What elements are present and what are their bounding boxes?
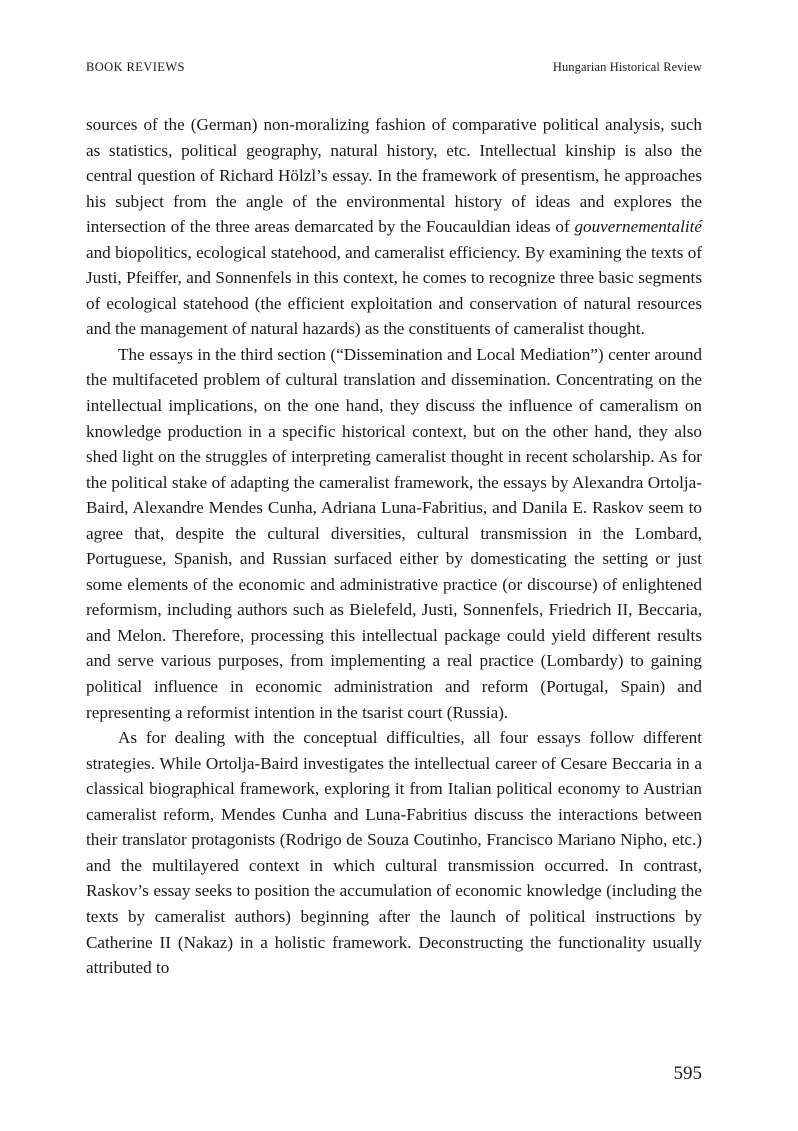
article-body [86, 112, 702, 981]
paragraph-1-text-before: sources of the (German) non-moralizing fashion of comparative political analysis, such as statistics, political geography, natural history, etc. Intellectual kinship is also the central question of Richard Hölzl’s essay. In the framework of presentism, he approaches his subject from the angle of the environmental history of ideas and explores the intersection of the three areas demarcated by the Foucauldian ideas of [86, 115, 702, 237]
paragraph-1-italic-term: gouvernementalité [574, 217, 702, 237]
page-number: 595 [673, 1063, 702, 1084]
header-journal-title: Hungarian Historical Review [552, 60, 702, 74]
running-header [86, 60, 702, 76]
paragraph-3: As for dealing with the conceptual difficulties, all four essays follow different strategies. While Ortolja-Baird investigates the intellectual career of Cesare Beccaria in a classical biographical framework, exploring it from Italian political economy to Austrian cameralist reform, Mendes Cunha and Luna-Fabritius discuss the interactions between their translator protagonists (Rodrigo de Souza Coutinho, Francisco Mariano Nipho, etc.) and the multilayered context in which cultural transmission occurred. In contrast, Raskov’s essay seeks to position the accumulation of economic knowledge (including the texts by cameralist authors) beginning after the launch of political instructions by Catherine II (Nakaz) in a holistic framework. Deconstructing the functionality usually attributed to [86, 728, 702, 978]
paragraph-1-text-after: and biopolitics, ecological statehood, and cameralist efficiency. By examining the texts of Justi, Pfeiffer, and Sonnenfels in this context, he comes to recognize three basic segments of ecological statehood (the efficient exploitation and conservation of natural resources and the management of natural hazards) as the constituents of cameralist thought. [86, 242, 702, 339]
header-section-title: BOOK REVIEWS [86, 60, 185, 74]
paragraph-1 [86, 112, 702, 342]
paragraph-2: The essays in the third section (“Dissemination and Local Mediation”) center around the multifaceted problem of cultural translation and dissemination. Concentrating on the intellectual implications, on the one hand, they discuss the influence of cameralism on knowledge production in a specific historical context, but on the other hand, they also shed light on the struggles of interpreting cameralist thought in recent scholarship. As for the political stake of adapting the cameralist framework, the essays by Alexandra Ortolja-Baird, Alexandre Mendes Cunha, Adriana Luna-Fabritius, and Danila E. Raskov seem to agree that, despite the cultural diversities, cultural transmission in the Lombard, Portuguese, Spanish, and Russian surfaced either by domesticating the setting or just some elements of the economic and administrative practice (or discourse) of enlightened reformism, including authors such as Bielefeld, Justi, Sonnenfels, Friedrich II, Beccaria, and Melon. Therefore, processing this intellectual package could yield different results and serve various purposes, from implementing a real practice (Lombardy) to gaining political influence in economic administration and reform (Portugal, Spain) and representing a reformist intention in the tsarist court (Russia). [86, 344, 702, 722]
